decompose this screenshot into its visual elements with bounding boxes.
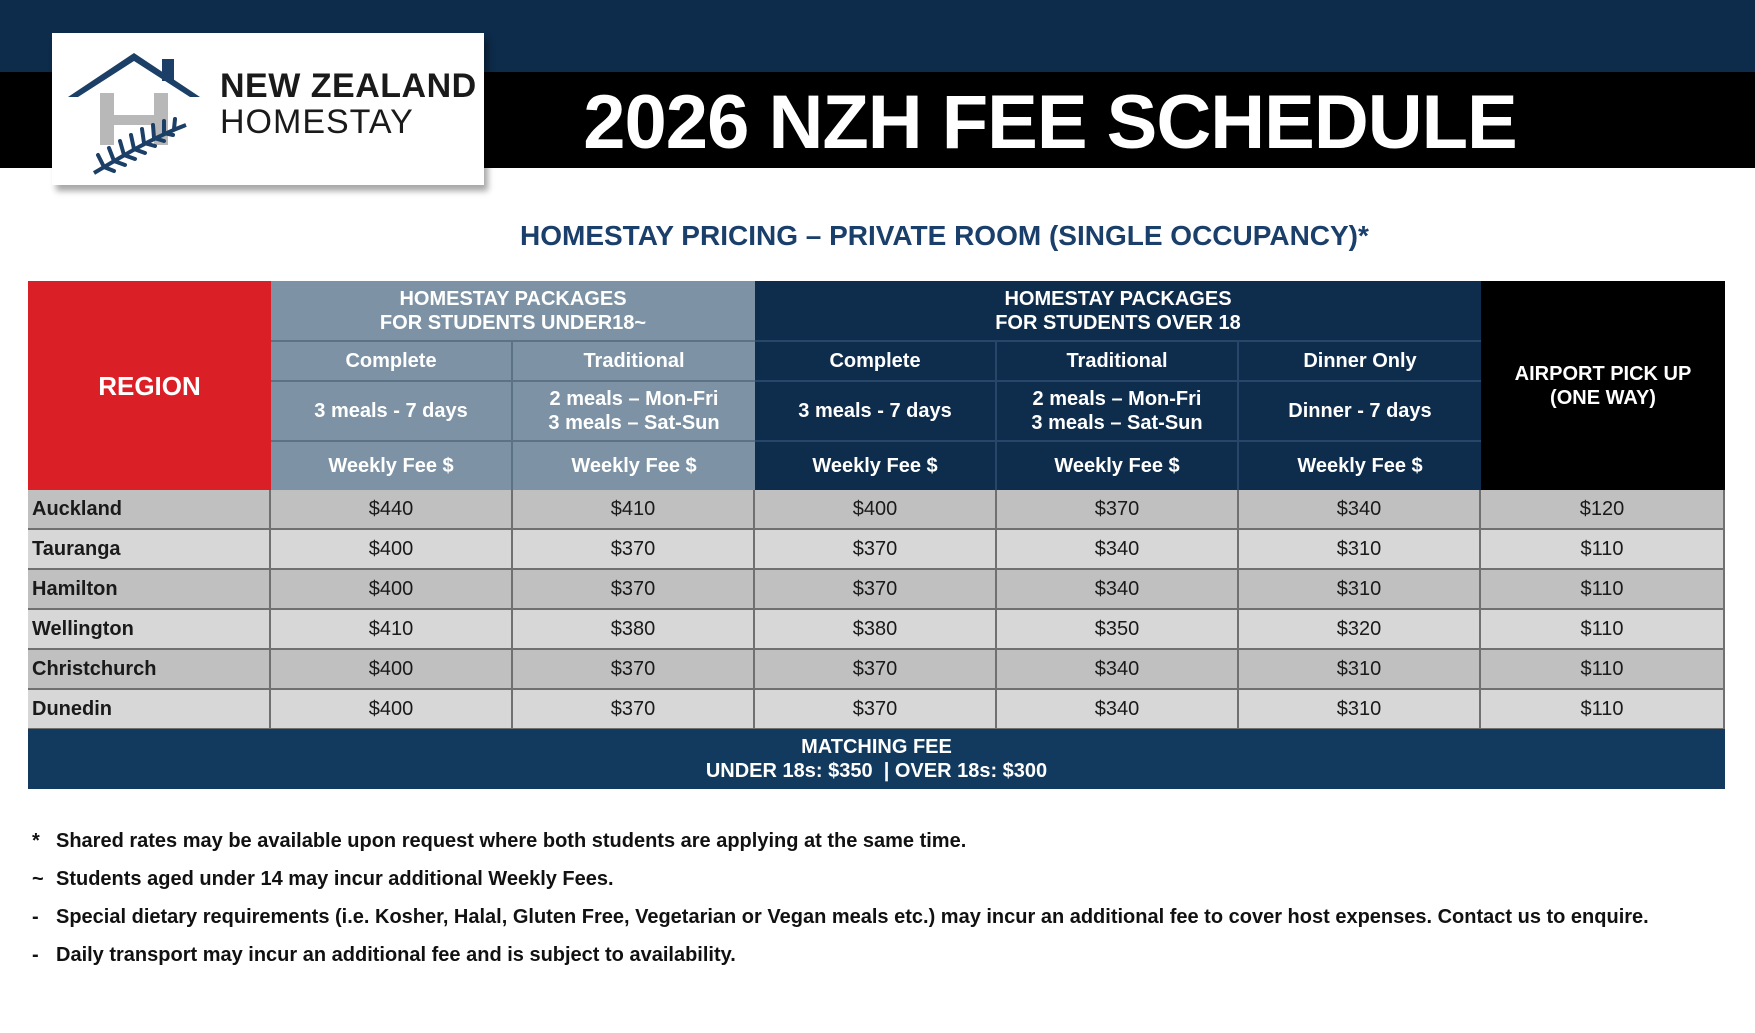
matching-fee-title: MATCHING FEE [801, 736, 952, 758]
weekly-fee-cell: $440 [271, 490, 513, 530]
weekly-fee-cell: $370 [513, 650, 755, 690]
weekly-fee-cell: $370 [513, 570, 755, 610]
region-name: Christchurch [28, 650, 271, 690]
weekly-fee-cell: $400 [271, 570, 513, 610]
region-name: Dunedin [28, 690, 271, 730]
weekly-fee-cell: $310 [1239, 650, 1481, 690]
weekly-fee-cell: $370 [755, 690, 997, 730]
airport-pickup-header [1481, 281, 1725, 490]
logo-text-line2: HOMESTAY [220, 103, 414, 141]
weekly-fee-cell: $340 [997, 690, 1239, 730]
airport-fee-cell: $110 [1481, 650, 1725, 690]
meals-line1: 2 meals – Mon-Fri [1032, 388, 1202, 410]
weekly-fee-label: Weekly Fee $ [755, 442, 997, 490]
footnote-mark: - [32, 944, 39, 966]
airport-line2: (ONE WAY) [1550, 386, 1656, 409]
weekly-fee-cell: $400 [755, 490, 997, 530]
weekly-fee-cell: $370 [755, 530, 997, 570]
package-name: Complete [755, 342, 997, 380]
package-meals [271, 380, 513, 442]
matching-fee-values: UNDER 18s: $350 | OVER 18s: $300 [705, 760, 1048, 782]
meals-line1: 3 meals - 7 days [314, 400, 468, 422]
region-name: Tauranga [28, 530, 271, 570]
footnote-mark: * [32, 830, 40, 852]
weekly-fee-cell: $400 [271, 690, 513, 730]
group-over18-line1: HOMESTAY PACKAGES [1004, 287, 1232, 310]
footnote [32, 940, 1732, 978]
fee-table [28, 281, 1725, 789]
footnote-text: Daily transport may incur an additional fee and is subject to availability. [56, 944, 736, 966]
weekly-fee-cell: $310 [1239, 570, 1481, 610]
weekly-fee-cell: $320 [1239, 610, 1481, 650]
group-under18-line1: HOMESTAY PACKAGES [399, 287, 627, 310]
footnote [32, 902, 1732, 940]
airport-fee-cell: $110 [1481, 570, 1725, 610]
group-over18-line2: FOR STUDENTS OVER 18 [995, 311, 1241, 334]
pricing-subtitle: HOMESTAY PRICING – PRIVATE ROOM (SINGLE OCCUPANCY)* [520, 220, 1369, 251]
weekly-fee-label: Weekly Fee $ [513, 442, 755, 490]
weekly-fee-cell: $370 [997, 490, 1239, 530]
weekly-fee-label: Weekly Fee $ [271, 442, 513, 490]
group-header-under18 [271, 281, 755, 342]
region-name: Auckland [28, 490, 271, 530]
airport-fee-cell: $110 [1481, 530, 1725, 570]
package-meals [1239, 380, 1481, 442]
footnote-text: Special dietary requirements (i.e. Kosher, Halal, Gluten Free, Vegetarian or Vegan meals etc.) may incur an additional fee to cover host expenses. Contact us to enquire. [56, 906, 1649, 928]
meals-line1: 3 meals - 7 days [798, 400, 952, 422]
meals-line2: 3 meals – Sat-Sun [1031, 412, 1203, 434]
meals-line1: 2 meals – Mon-Fri [549, 388, 719, 410]
region-header: REGION [28, 281, 271, 490]
package-name: Traditional [513, 342, 755, 380]
logo [52, 33, 484, 185]
weekly-fee-cell: $380 [755, 610, 997, 650]
package-meals [997, 380, 1239, 442]
weekly-fee-cell: $380 [513, 610, 755, 650]
footnote [32, 826, 1732, 864]
weekly-fee-cell: $340 [1239, 490, 1481, 530]
weekly-fee-cell: $370 [513, 690, 755, 730]
weekly-fee-label: Weekly Fee $ [1239, 442, 1481, 490]
weekly-fee-cell: $340 [997, 570, 1239, 610]
footnote-text: Shared rates may be available upon request where both students are applying at the same time. [56, 830, 967, 852]
region-name: Hamilton [28, 570, 271, 610]
weekly-fee-cell: $410 [513, 490, 755, 530]
weekly-fee-cell: $400 [271, 530, 513, 570]
airport-fee-cell: $110 [1481, 690, 1725, 730]
weekly-fee-cell: $410 [271, 610, 513, 650]
footnote-mark: ~ [32, 868, 44, 890]
footnote-mark: - [32, 906, 39, 928]
footnote-text: Students aged under 14 may incur additional Weekly Fees. [56, 868, 614, 890]
weekly-fee-cell: $370 [513, 530, 755, 570]
footnotes [32, 826, 1732, 978]
weekly-fee-cell: $310 [1239, 530, 1481, 570]
meals-line1: Dinner - 7 days [1288, 400, 1432, 422]
weekly-fee-cell: $340 [997, 650, 1239, 690]
weekly-fee-cell: $340 [997, 530, 1239, 570]
package-name: Complete [271, 342, 513, 380]
weekly-fee-label: Weekly Fee $ [997, 442, 1239, 490]
airport-fee-cell: $120 [1481, 490, 1725, 530]
package-meals [513, 380, 755, 442]
weekly-fee-cell: $400 [271, 650, 513, 690]
meals-line2: 3 meals – Sat-Sun [548, 412, 720, 434]
logo-text-line1: NEW ZEALAND [220, 67, 477, 105]
weekly-fee-cell: $370 [755, 570, 997, 610]
package-name: Traditional [997, 342, 1239, 380]
package-name: Dinner Only [1239, 342, 1481, 380]
airport-line1: AIRPORT PICK UP [1514, 362, 1692, 385]
weekly-fee-cell: $310 [1239, 690, 1481, 730]
group-under18-line2: FOR STUDENTS UNDER18~ [379, 311, 647, 334]
page-title: 2026 NZH FEE SCHEDULE [583, 80, 1517, 165]
weekly-fee-cell: $350 [997, 610, 1239, 650]
group-header-over18 [755, 281, 1481, 342]
weekly-fee-cell: $370 [755, 650, 997, 690]
region-name: Wellington [28, 610, 271, 650]
matching-fee [28, 729, 1725, 789]
house-fern-logo-icon [64, 45, 204, 175]
airport-fee-cell: $110 [1481, 610, 1725, 650]
package-meals [755, 380, 997, 442]
footnote [32, 864, 1732, 902]
